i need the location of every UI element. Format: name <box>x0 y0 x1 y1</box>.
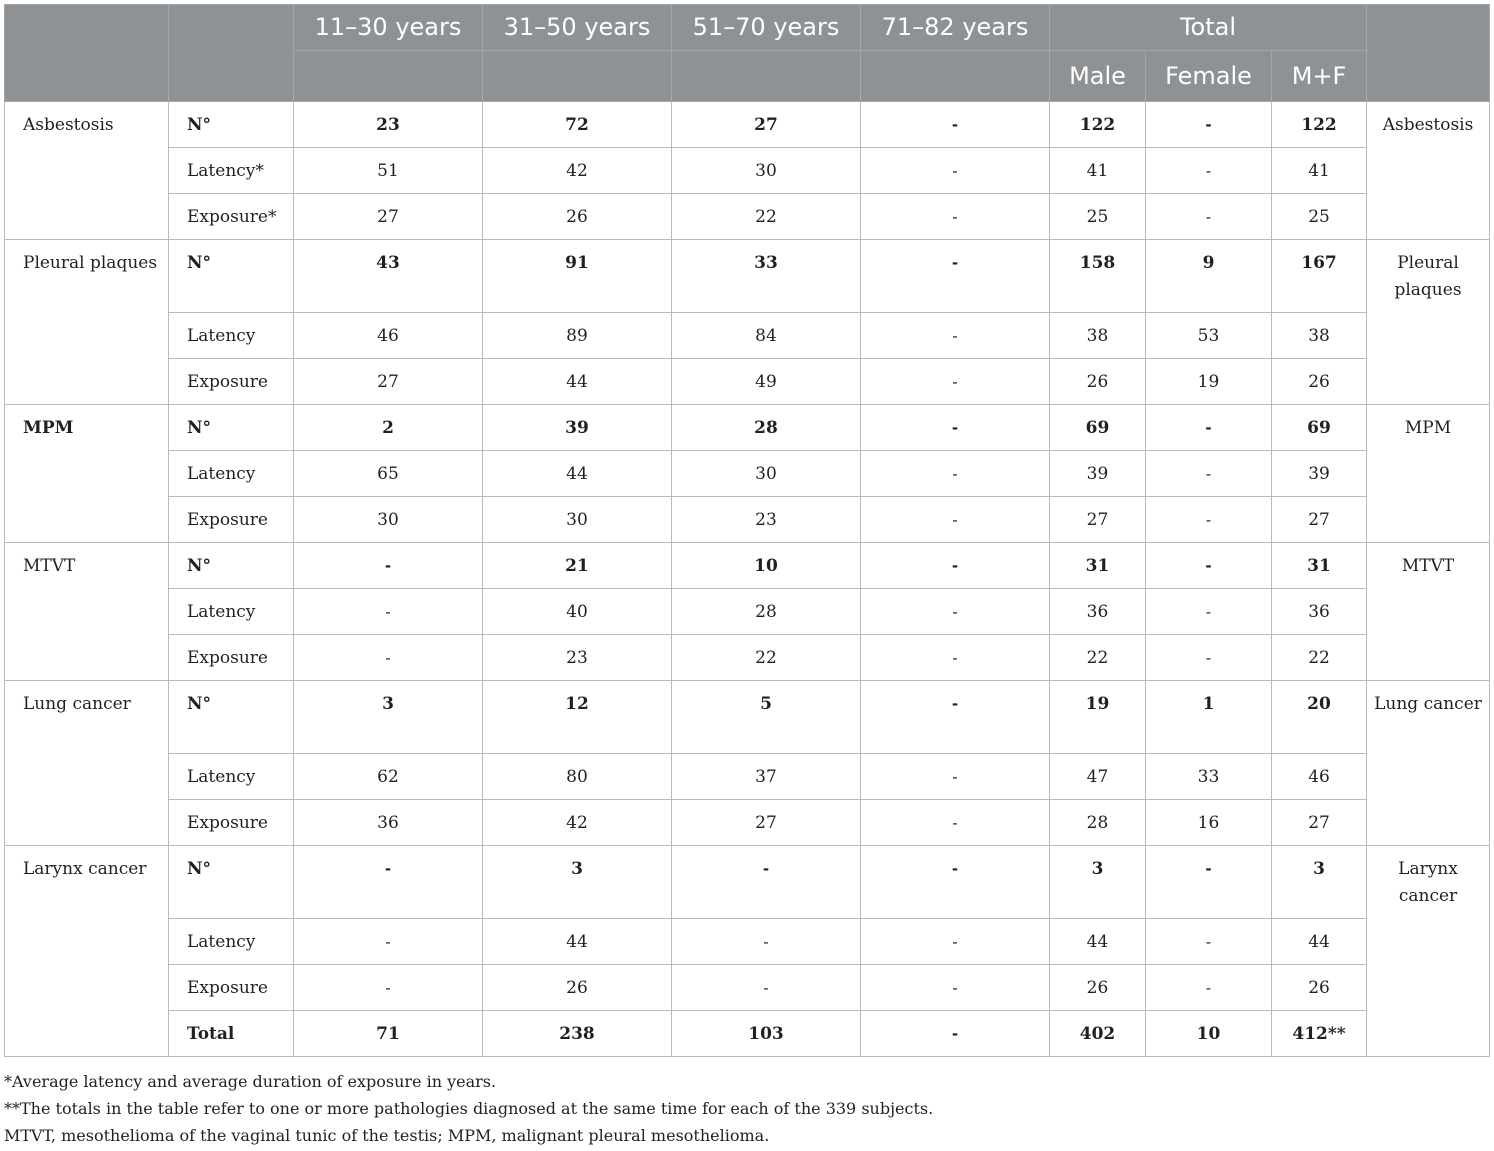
value-cell: - <box>1146 919 1272 965</box>
value-cell: - <box>861 313 1050 359</box>
value-cell: - <box>672 965 861 1011</box>
value-cell: 23 <box>483 635 672 681</box>
value-cell: 33 <box>1146 754 1272 800</box>
value-cell: 27 <box>672 800 861 846</box>
value-cell: 30 <box>672 451 861 497</box>
value-cell: 22 <box>672 635 861 681</box>
value-cell: 27 <box>672 102 861 148</box>
disease-name-right: Larynx cancer <box>1367 846 1490 1057</box>
metric-label: Latency <box>169 919 294 965</box>
header-empty-cell <box>5 5 169 102</box>
value-cell: 44 <box>1050 919 1146 965</box>
value-cell: - <box>861 405 1050 451</box>
value-cell: 26 <box>1272 965 1367 1011</box>
table-row <box>5 589 1490 635</box>
header-empty-cell <box>1367 5 1490 102</box>
value-cell: 158 <box>1050 240 1146 313</box>
value-cell: - <box>1146 965 1272 1011</box>
value-cell: 36 <box>294 800 483 846</box>
disease-name-right: MTVT <box>1367 543 1490 681</box>
value-cell: 28 <box>672 589 861 635</box>
value-cell: 1 <box>1146 681 1272 754</box>
value-cell: 238 <box>483 1011 672 1057</box>
disease-name: MPM <box>5 405 169 543</box>
table-row <box>5 359 1490 405</box>
value-cell: 46 <box>294 313 483 359</box>
metric-label: Exposure <box>169 635 294 681</box>
disease-name-right: Pleural plaques <box>1367 240 1490 405</box>
header-empty-cell <box>483 51 672 102</box>
value-cell: 46 <box>1272 754 1367 800</box>
value-cell: 122 <box>1050 102 1146 148</box>
value-cell: 71 <box>294 1011 483 1057</box>
value-cell: - <box>861 240 1050 313</box>
value-cell: 30 <box>672 148 861 194</box>
disease-name: Larynx cancer <box>5 846 169 1057</box>
metric-label: N° <box>169 102 294 148</box>
metric-label: Exposure* <box>169 194 294 240</box>
value-cell: 19 <box>1146 359 1272 405</box>
footnote-abbreviations: MTVT, mesothelioma of the vaginal tunic of the testis; MPM, malignant pleural mesothelioma. <box>4 1126 770 1145</box>
value-cell: 26 <box>1050 965 1146 1011</box>
metric-label: Total <box>169 1011 294 1057</box>
disease-name: Asbestosis <box>5 102 169 240</box>
value-cell: - <box>861 919 1050 965</box>
value-cell: 53 <box>1146 313 1272 359</box>
header-age-group: 71–82 years <box>861 5 1050 51</box>
value-cell: 69 <box>1272 405 1367 451</box>
metric-label: Latency <box>169 589 294 635</box>
value-cell: - <box>861 965 1050 1011</box>
table-row <box>5 240 1490 313</box>
value-cell: 3 <box>483 846 672 919</box>
value-cell: 3 <box>1272 846 1367 919</box>
value-cell: 38 <box>1050 313 1146 359</box>
disease-name-right: Asbestosis <box>1367 102 1490 240</box>
value-cell: 65 <box>294 451 483 497</box>
table-row <box>5 965 1490 1011</box>
value-cell: 167 <box>1272 240 1367 313</box>
value-cell: - <box>294 919 483 965</box>
value-cell: 3 <box>294 681 483 754</box>
value-cell: 36 <box>1272 589 1367 635</box>
header-age-group: 31–50 years <box>483 5 672 51</box>
table-row <box>5 148 1490 194</box>
table-row <box>5 919 1490 965</box>
value-cell: 412** <box>1272 1011 1367 1057</box>
value-cell: - <box>294 543 483 589</box>
value-cell: 25 <box>1050 194 1146 240</box>
value-cell: - <box>861 451 1050 497</box>
table-row <box>5 102 1490 148</box>
value-cell: 44 <box>483 919 672 965</box>
value-cell: 27 <box>294 194 483 240</box>
value-cell: 9 <box>1146 240 1272 313</box>
value-cell: - <box>294 635 483 681</box>
disease-name-right: MPM <box>1367 405 1490 543</box>
value-cell: 2 <box>294 405 483 451</box>
value-cell: - <box>861 754 1050 800</box>
value-cell: 28 <box>1050 800 1146 846</box>
header-empty-cell <box>861 51 1050 102</box>
value-cell: 51 <box>294 148 483 194</box>
value-cell: 42 <box>483 148 672 194</box>
value-cell: - <box>1146 846 1272 919</box>
header-sex-total: M+F <box>1272 51 1367 102</box>
value-cell: 122 <box>1272 102 1367 148</box>
metric-label: Latency <box>169 313 294 359</box>
value-cell: 27 <box>294 359 483 405</box>
value-cell: 47 <box>1050 754 1146 800</box>
value-cell: - <box>294 965 483 1011</box>
value-cell: - <box>1146 589 1272 635</box>
value-cell: 16 <box>1146 800 1272 846</box>
value-cell: - <box>861 359 1050 405</box>
value-cell: 22 <box>1050 635 1146 681</box>
value-cell: - <box>1146 497 1272 543</box>
value-cell: - <box>861 1011 1050 1057</box>
value-cell: 26 <box>1050 359 1146 405</box>
value-cell: 69 <box>1050 405 1146 451</box>
value-cell: 38 <box>1272 313 1367 359</box>
metric-label: N° <box>169 240 294 313</box>
value-cell: 72 <box>483 102 672 148</box>
metric-label: N° <box>169 405 294 451</box>
table-row <box>5 635 1490 681</box>
value-cell: - <box>861 589 1050 635</box>
data-table <box>4 4 1490 1057</box>
table-row <box>5 754 1490 800</box>
value-cell: 10 <box>672 543 861 589</box>
value-cell: - <box>861 800 1050 846</box>
table-row <box>5 405 1490 451</box>
value-cell: 27 <box>1272 497 1367 543</box>
value-cell: 30 <box>294 497 483 543</box>
value-cell: 3 <box>1050 846 1146 919</box>
metric-label: Exposure <box>169 497 294 543</box>
value-cell: - <box>1146 148 1272 194</box>
footnote-average: *Average latency and average duration of exposure in years. <box>4 1072 497 1091</box>
value-cell: 19 <box>1050 681 1146 754</box>
value-cell: 62 <box>294 754 483 800</box>
value-cell: - <box>861 497 1050 543</box>
value-cell: 49 <box>672 359 861 405</box>
metric-label: N° <box>169 681 294 754</box>
value-cell: 22 <box>672 194 861 240</box>
value-cell: - <box>1146 451 1272 497</box>
table-row <box>5 681 1490 754</box>
value-cell: - <box>861 846 1050 919</box>
value-cell: - <box>861 635 1050 681</box>
value-cell: 27 <box>1050 497 1146 543</box>
header-empty-cell <box>169 5 294 102</box>
value-cell: - <box>861 102 1050 148</box>
value-cell: 31 <box>1272 543 1367 589</box>
value-cell: 12 <box>483 681 672 754</box>
disease-name-right: Lung cancer <box>1367 681 1490 846</box>
metric-label: N° <box>169 846 294 919</box>
value-cell: 22 <box>1272 635 1367 681</box>
metric-label: Exposure <box>169 359 294 405</box>
header-total: Total <box>1050 5 1367 51</box>
header-age-group: 51–70 years <box>672 5 861 51</box>
value-cell: 41 <box>1272 148 1367 194</box>
value-cell: 41 <box>1050 148 1146 194</box>
metric-label: Exposure <box>169 965 294 1011</box>
header-sex-male: Male <box>1050 51 1146 102</box>
table-row <box>5 800 1490 846</box>
value-cell: 44 <box>483 359 672 405</box>
metric-label: Latency* <box>169 148 294 194</box>
value-cell: 44 <box>483 451 672 497</box>
value-cell: - <box>1146 635 1272 681</box>
value-cell: - <box>861 194 1050 240</box>
table-row <box>5 313 1490 359</box>
value-cell: - <box>1146 543 1272 589</box>
metric-label: Latency <box>169 451 294 497</box>
value-cell: - <box>861 543 1050 589</box>
value-cell: 26 <box>483 965 672 1011</box>
table-header <box>5 5 1490 102</box>
value-cell: 44 <box>1272 919 1367 965</box>
value-cell: 80 <box>483 754 672 800</box>
value-cell: 25 <box>1272 194 1367 240</box>
value-cell: 40 <box>483 589 672 635</box>
value-cell: - <box>294 589 483 635</box>
value-cell: 23 <box>672 497 861 543</box>
value-cell: - <box>294 846 483 919</box>
value-cell: 27 <box>1272 800 1367 846</box>
value-cell: - <box>1146 405 1272 451</box>
value-cell: - <box>861 681 1050 754</box>
metric-label: N° <box>169 543 294 589</box>
table-row <box>5 194 1490 240</box>
value-cell: 26 <box>1272 359 1367 405</box>
value-cell: - <box>672 846 861 919</box>
value-cell: 43 <box>294 240 483 313</box>
value-cell: - <box>861 148 1050 194</box>
disease-name: MTVT <box>5 543 169 681</box>
value-cell: 89 <box>483 313 672 359</box>
value-cell: 103 <box>672 1011 861 1057</box>
value-cell: 30 <box>483 497 672 543</box>
value-cell: 20 <box>1272 681 1367 754</box>
value-cell: 402 <box>1050 1011 1146 1057</box>
header-empty-cell <box>294 51 483 102</box>
table-row <box>5 497 1490 543</box>
table-row <box>5 1011 1490 1057</box>
value-cell: 91 <box>483 240 672 313</box>
header-sex-female: Female <box>1146 51 1272 102</box>
value-cell: 33 <box>672 240 861 313</box>
table-body <box>5 102 1490 1057</box>
value-cell: 36 <box>1050 589 1146 635</box>
value-cell: 39 <box>483 405 672 451</box>
table-row <box>5 543 1490 589</box>
value-cell: 39 <box>1272 451 1367 497</box>
value-cell: 5 <box>672 681 861 754</box>
metric-label: Latency <box>169 754 294 800</box>
table-row <box>5 451 1490 497</box>
header-empty-cell <box>672 51 861 102</box>
disease-name: Pleural plaques <box>5 240 169 405</box>
table-row <box>5 846 1490 919</box>
value-cell: - <box>672 919 861 965</box>
metric-label: Exposure <box>169 800 294 846</box>
value-cell: 26 <box>483 194 672 240</box>
disease-name: Lung cancer <box>5 681 169 846</box>
value-cell: 10 <box>1146 1011 1272 1057</box>
value-cell: 23 <box>294 102 483 148</box>
footnote-totals: **The totals in the table refer to one or more pathologies diagnosed at the same time for each of the 339 subjects. <box>4 1099 934 1118</box>
value-cell: 28 <box>672 405 861 451</box>
value-cell: 42 <box>483 800 672 846</box>
value-cell: 39 <box>1050 451 1146 497</box>
value-cell: - <box>1146 194 1272 240</box>
value-cell: 21 <box>483 543 672 589</box>
value-cell: 37 <box>672 754 861 800</box>
value-cell: 31 <box>1050 543 1146 589</box>
value-cell: 84 <box>672 313 861 359</box>
header-age-group: 11–30 years <box>294 5 483 51</box>
value-cell: - <box>1146 102 1272 148</box>
